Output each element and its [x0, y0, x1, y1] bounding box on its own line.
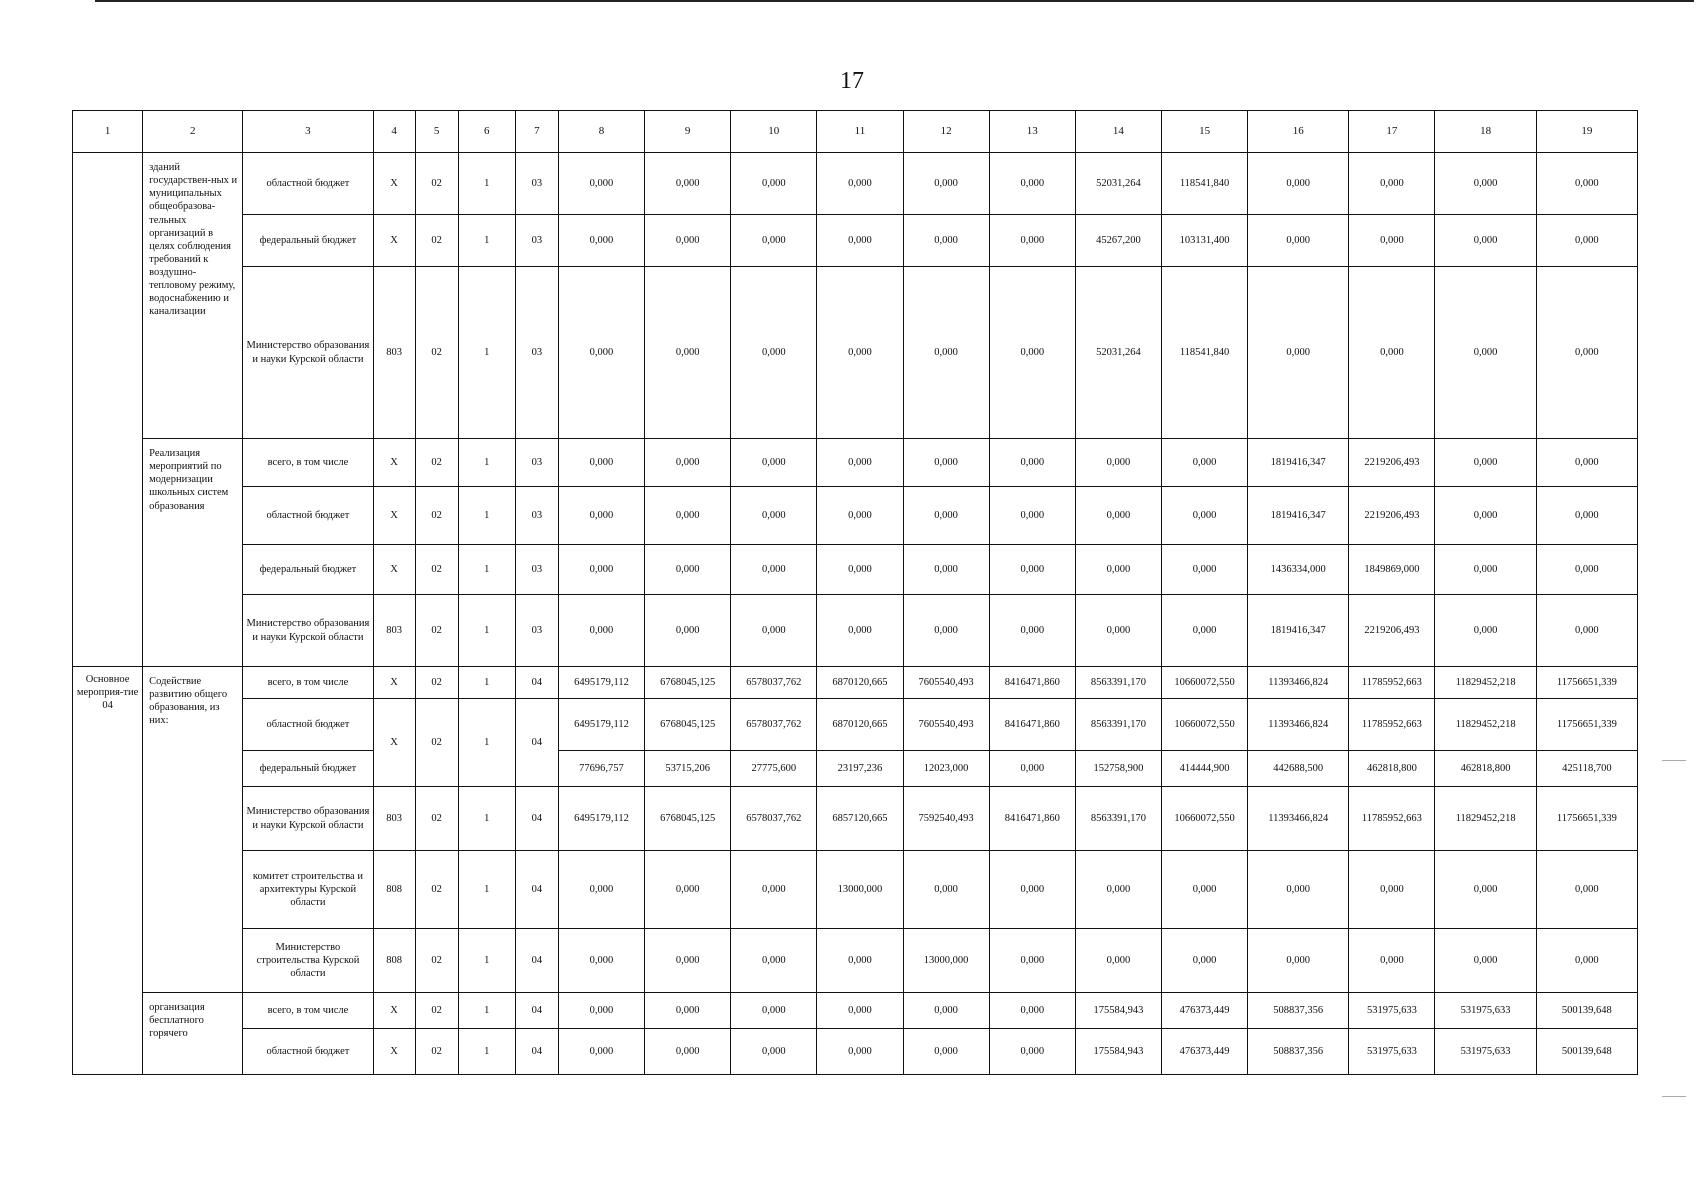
value-cell: 0,000	[1349, 929, 1435, 993]
value-cell: 11785952,663	[1349, 787, 1435, 851]
value-cell: 0,000	[1536, 439, 1637, 487]
value-cell: 0,000	[1435, 439, 1536, 487]
funding-source: федеральный бюджет	[243, 751, 373, 787]
funding-source: комитет строительства и архитектуры Курской области	[243, 851, 373, 929]
table-row	[73, 751, 1638, 787]
value-cell: 0,000	[731, 439, 817, 487]
column-number: 10	[731, 111, 817, 153]
value-cell: 0,000	[1161, 487, 1247, 545]
value-cell: 0,000	[989, 439, 1075, 487]
value-cell: 6578037,762	[731, 787, 817, 851]
value-cell: 52031,264	[1075, 153, 1161, 215]
value-cell: 0,000	[903, 215, 989, 267]
code-cell: 803	[373, 787, 415, 851]
table-row	[73, 439, 1638, 487]
code-cell: 02	[415, 787, 458, 851]
value-cell: 0,000	[817, 439, 903, 487]
value-cell: 0,000	[1075, 595, 1161, 667]
value-cell: 0,000	[645, 267, 731, 439]
code-cell: 803	[373, 595, 415, 667]
value-cell: 0,000	[645, 851, 731, 929]
value-cell: 11393466,824	[1248, 699, 1349, 751]
value-cell: 103131,400	[1161, 215, 1247, 267]
funding-source: Министерство образования и науки Курской области	[243, 595, 373, 667]
code-cell: 02	[415, 1029, 458, 1075]
value-cell: 0,000	[645, 545, 731, 595]
value-cell: 1436334,000	[1248, 545, 1349, 595]
value-cell: 0,000	[1075, 929, 1161, 993]
value-cell: 8416471,860	[989, 699, 1075, 751]
funding-source: федеральный бюджет	[243, 545, 373, 595]
code-cell: 803	[373, 267, 415, 439]
measure-description: организация бесплатного горячего	[143, 993, 243, 1075]
table-row	[73, 1029, 1638, 1075]
value-cell: 6495179,112	[558, 787, 644, 851]
value-cell: 0,000	[558, 215, 644, 267]
value-cell: 11785952,663	[1349, 699, 1435, 751]
code-cell: 03	[515, 487, 558, 545]
value-cell: 0,000	[731, 267, 817, 439]
value-cell: 0,000	[1536, 153, 1637, 215]
value-cell: 531975,633	[1349, 1029, 1435, 1075]
value-cell: 152758,900	[1075, 751, 1161, 787]
funding-source: Министерство образования и науки Курской области	[243, 787, 373, 851]
value-cell: 8563391,170	[1075, 699, 1161, 751]
value-cell: 0,000	[645, 215, 731, 267]
code-cell: 1	[458, 993, 515, 1029]
value-cell: 0,000	[817, 1029, 903, 1075]
value-cell: 0,000	[1435, 215, 1536, 267]
value-cell: 0,000	[1248, 929, 1349, 993]
code-cell: 1	[458, 699, 515, 787]
value-cell: 13000,000	[903, 929, 989, 993]
value-cell: 0,000	[817, 545, 903, 595]
code-cell: 03	[515, 595, 558, 667]
value-cell: 500139,648	[1536, 993, 1637, 1029]
value-cell: 462818,800	[1435, 751, 1536, 787]
table-row	[73, 487, 1638, 545]
column-number: 3	[243, 111, 373, 153]
value-cell: 0,000	[903, 851, 989, 929]
value-cell: 0,000	[1435, 851, 1536, 929]
code-cell: X	[373, 215, 415, 267]
value-cell: 11756651,339	[1536, 667, 1637, 699]
value-cell: 0,000	[1075, 439, 1161, 487]
code-cell: 04	[515, 929, 558, 993]
code-cell: 808	[373, 929, 415, 993]
value-cell: 118541,840	[1161, 267, 1247, 439]
funding-source: областной бюджет	[243, 153, 373, 215]
value-cell: 0,000	[1435, 153, 1536, 215]
value-cell: 0,000	[731, 595, 817, 667]
table-row	[73, 153, 1638, 215]
code-cell: 03	[515, 267, 558, 439]
code-cell: 1	[458, 439, 515, 487]
value-cell: 0,000	[1536, 929, 1637, 993]
scan-mark	[1662, 1096, 1686, 1097]
value-cell: 0,000	[817, 215, 903, 267]
value-cell: 0,000	[1248, 267, 1349, 439]
funding-source: всего, в том числе	[243, 439, 373, 487]
table-row	[73, 787, 1638, 851]
code-cell: 02	[415, 699, 458, 787]
value-cell: 11829452,218	[1435, 667, 1536, 699]
measure-description: Реализация мероприятий по модернизации школьных систем образования	[143, 439, 243, 667]
value-cell: 0,000	[1536, 487, 1637, 545]
value-cell: 0,000	[1161, 595, 1247, 667]
funding-source: всего, в том числе	[243, 993, 373, 1029]
value-cell: 0,000	[731, 929, 817, 993]
value-cell: 0,000	[1435, 545, 1536, 595]
code-cell: 04	[515, 787, 558, 851]
value-cell: 0,000	[817, 929, 903, 993]
value-cell: 0,000	[989, 595, 1075, 667]
value-cell: 0,000	[731, 851, 817, 929]
value-cell: 0,000	[903, 1029, 989, 1075]
value-cell: 6578037,762	[731, 699, 817, 751]
column-number: 18	[1435, 111, 1536, 153]
value-cell: 6870120,665	[817, 699, 903, 751]
value-cell: 2219206,493	[1349, 439, 1435, 487]
value-cell: 1819416,347	[1248, 595, 1349, 667]
value-cell: 0,000	[558, 929, 644, 993]
table-row	[73, 215, 1638, 267]
code-cell: X	[373, 487, 415, 545]
funding-source: областной бюджет	[243, 1029, 373, 1075]
value-cell: 0,000	[645, 993, 731, 1029]
funding-source: федеральный бюджет	[243, 215, 373, 267]
code-cell: 1	[458, 153, 515, 215]
code-cell: 02	[415, 487, 458, 545]
funding-source: областной бюджет	[243, 487, 373, 545]
activity-cell	[73, 153, 143, 667]
code-cell: 02	[415, 929, 458, 993]
value-cell: 0,000	[1435, 595, 1536, 667]
code-cell: 02	[415, 851, 458, 929]
code-cell: 02	[415, 215, 458, 267]
value-cell: 0,000	[903, 993, 989, 1029]
value-cell: 10660072,550	[1161, 787, 1247, 851]
code-cell: 02	[415, 439, 458, 487]
value-cell: 508837,356	[1248, 993, 1349, 1029]
value-cell: 0,000	[989, 751, 1075, 787]
value-cell: 77696,757	[558, 751, 644, 787]
value-cell: 6495179,112	[558, 667, 644, 699]
value-cell: 0,000	[989, 267, 1075, 439]
code-cell: X	[373, 699, 415, 787]
value-cell: 8563391,170	[1075, 787, 1161, 851]
value-cell: 7592540,493	[903, 787, 989, 851]
value-cell: 0,000	[1536, 851, 1637, 929]
column-number: 6	[458, 111, 515, 153]
value-cell: 0,000	[1248, 215, 1349, 267]
value-cell: 6768045,125	[645, 787, 731, 851]
value-cell: 2219206,493	[1349, 487, 1435, 545]
value-cell: 0,000	[903, 545, 989, 595]
value-cell: 0,000	[1349, 153, 1435, 215]
code-cell: 808	[373, 851, 415, 929]
value-cell: 11829452,218	[1435, 699, 1536, 751]
value-cell: 0,000	[645, 595, 731, 667]
value-cell: 0,000	[989, 929, 1075, 993]
code-cell: 02	[415, 595, 458, 667]
value-cell: 0,000	[558, 993, 644, 1029]
value-cell: 476373,449	[1161, 993, 1247, 1029]
column-number: 15	[1161, 111, 1247, 153]
budget-table	[72, 110, 1638, 1075]
code-cell: 1	[458, 667, 515, 699]
value-cell: 0,000	[1536, 545, 1637, 595]
value-cell: 6495179,112	[558, 699, 644, 751]
value-cell: 0,000	[989, 215, 1075, 267]
value-cell: 0,000	[558, 851, 644, 929]
code-cell: 03	[515, 545, 558, 595]
value-cell: 462818,800	[1349, 751, 1435, 787]
value-cell: 0,000	[903, 595, 989, 667]
activity-cell: Основное мероприя-тие 04	[73, 667, 143, 1075]
code-cell: 1	[458, 545, 515, 595]
value-cell: 2219206,493	[1349, 595, 1435, 667]
column-number: 14	[1075, 111, 1161, 153]
value-cell: 11829452,218	[1435, 787, 1536, 851]
code-cell: 1	[458, 787, 515, 851]
value-cell: 0,000	[1075, 545, 1161, 595]
value-cell: 0,000	[989, 1029, 1075, 1075]
value-cell: 0,000	[903, 267, 989, 439]
page-number: 17	[840, 68, 864, 94]
value-cell: 531975,633	[1349, 993, 1435, 1029]
measure-description: Содействие развитию общего образования, из них:	[143, 667, 243, 993]
value-cell: 414444,900	[1161, 751, 1247, 787]
value-cell: 0,000	[558, 439, 644, 487]
value-cell: 0,000	[1536, 595, 1637, 667]
code-cell: 03	[515, 439, 558, 487]
value-cell: 175584,943	[1075, 993, 1161, 1029]
value-cell: 0,000	[1435, 267, 1536, 439]
value-cell: 0,000	[817, 993, 903, 1029]
column-number: 5	[415, 111, 458, 153]
column-number: 9	[645, 111, 731, 153]
column-number: 16	[1248, 111, 1349, 153]
value-cell: 118541,840	[1161, 153, 1247, 215]
value-cell: 11393466,824	[1248, 667, 1349, 699]
value-cell: 1819416,347	[1248, 487, 1349, 545]
table-row	[73, 595, 1638, 667]
value-cell: 10660072,550	[1161, 667, 1247, 699]
code-cell: 03	[515, 153, 558, 215]
value-cell: 0,000	[645, 1029, 731, 1075]
code-cell: 1	[458, 215, 515, 267]
table-row	[73, 699, 1638, 751]
value-cell: 0,000	[558, 1029, 644, 1075]
value-cell: 508837,356	[1248, 1029, 1349, 1075]
table-row	[73, 667, 1638, 699]
value-cell: 11785952,663	[1349, 667, 1435, 699]
code-cell: 04	[515, 699, 558, 787]
value-cell: 442688,500	[1248, 751, 1349, 787]
column-number: 19	[1536, 111, 1637, 153]
code-cell: 1	[458, 487, 515, 545]
value-cell: 0,000	[817, 267, 903, 439]
code-cell: X	[373, 993, 415, 1029]
value-cell: 425118,700	[1536, 751, 1637, 787]
code-cell: 1	[458, 1029, 515, 1075]
code-cell: 1	[458, 851, 515, 929]
code-cell: 04	[515, 1029, 558, 1075]
value-cell: 0,000	[731, 993, 817, 1029]
value-cell: 531975,633	[1435, 1029, 1536, 1075]
value-cell: 0,000	[645, 929, 731, 993]
column-number: 8	[558, 111, 644, 153]
value-cell: 0,000	[1435, 487, 1536, 545]
value-cell: 10660072,550	[1161, 699, 1247, 751]
code-cell: 02	[415, 153, 458, 215]
value-cell: 11393466,824	[1248, 787, 1349, 851]
value-cell: 0,000	[645, 153, 731, 215]
column-number: 11	[817, 111, 903, 153]
code-cell: 02	[415, 545, 458, 595]
value-cell: 0,000	[1161, 439, 1247, 487]
funding-source: Министерство образования и науки Курской области	[243, 267, 373, 439]
value-cell: 0,000	[1075, 487, 1161, 545]
code-cell: 1	[458, 595, 515, 667]
value-cell: 0,000	[989, 993, 1075, 1029]
value-cell: 52031,264	[1075, 267, 1161, 439]
value-cell: 0,000	[989, 545, 1075, 595]
value-cell: 0,000	[1161, 545, 1247, 595]
code-cell: X	[373, 545, 415, 595]
value-cell: 0,000	[903, 439, 989, 487]
value-cell: 175584,943	[1075, 1029, 1161, 1075]
value-cell: 11756651,339	[1536, 787, 1637, 851]
value-cell: 0,000	[558, 595, 644, 667]
value-cell: 6857120,665	[817, 787, 903, 851]
value-cell: 0,000	[1161, 929, 1247, 993]
header-row	[73, 111, 1638, 153]
value-cell: 8563391,170	[1075, 667, 1161, 699]
scan-mark	[1662, 760, 1686, 761]
value-cell: 0,000	[1349, 267, 1435, 439]
top-border-line	[95, 0, 1694, 2]
value-cell: 0,000	[731, 1029, 817, 1075]
value-cell: 45267,200	[1075, 215, 1161, 267]
value-cell: 0,000	[903, 487, 989, 545]
value-cell: 0,000	[989, 153, 1075, 215]
value-cell: 12023,000	[903, 751, 989, 787]
value-cell: 500139,648	[1536, 1029, 1637, 1075]
value-cell: 1819416,347	[1248, 439, 1349, 487]
code-cell: 02	[415, 993, 458, 1029]
code-cell: X	[373, 439, 415, 487]
value-cell: 23197,236	[817, 751, 903, 787]
value-cell: 6870120,665	[817, 667, 903, 699]
code-cell: 02	[415, 667, 458, 699]
code-cell: 04	[515, 667, 558, 699]
value-cell: 0,000	[1349, 851, 1435, 929]
value-cell: 0,000	[1161, 851, 1247, 929]
value-cell: 0,000	[645, 439, 731, 487]
value-cell: 6768045,125	[645, 667, 731, 699]
value-cell: 7605540,493	[903, 667, 989, 699]
value-cell: 8416471,860	[989, 787, 1075, 851]
code-cell: 02	[415, 267, 458, 439]
value-cell: 0,000	[558, 153, 644, 215]
value-cell: 0,000	[558, 267, 644, 439]
value-cell: 0,000	[1435, 929, 1536, 993]
value-cell: 0,000	[817, 595, 903, 667]
code-cell: 03	[515, 215, 558, 267]
code-cell: 1	[458, 929, 515, 993]
value-cell: 0,000	[1075, 851, 1161, 929]
value-cell: 0,000	[1248, 153, 1349, 215]
measure-description: зданий государствен-ных и муниципальных общеобразова-тельных организаций в целях соблюдения требований к воздушно-тепловому режиму, водоснабжению и канализации	[143, 153, 243, 439]
code-cell: X	[373, 667, 415, 699]
column-number: 7	[515, 111, 558, 153]
value-cell: 0,000	[817, 153, 903, 215]
value-cell: 53715,206	[645, 751, 731, 787]
table-row	[73, 929, 1638, 993]
table-row	[73, 545, 1638, 595]
value-cell: 13000,000	[817, 851, 903, 929]
funding-source: областной бюджет	[243, 699, 373, 751]
value-cell: 11756651,339	[1536, 699, 1637, 751]
value-cell: 1849869,000	[1349, 545, 1435, 595]
table-row	[73, 267, 1638, 439]
value-cell: 0,000	[731, 215, 817, 267]
value-cell: 0,000	[903, 153, 989, 215]
code-cell: 04	[515, 851, 558, 929]
value-cell: 0,000	[1536, 267, 1637, 439]
value-cell: 0,000	[645, 487, 731, 545]
value-cell: 0,000	[989, 487, 1075, 545]
column-number: 1	[73, 111, 143, 153]
column-number: 2	[143, 111, 243, 153]
value-cell: 0,000	[731, 545, 817, 595]
column-number: 17	[1349, 111, 1435, 153]
code-cell: 1	[458, 267, 515, 439]
column-number: 4	[373, 111, 415, 153]
value-cell: 27775,600	[731, 751, 817, 787]
value-cell: 0,000	[989, 851, 1075, 929]
code-cell: 04	[515, 993, 558, 1029]
value-cell: 0,000	[1248, 851, 1349, 929]
value-cell: 0,000	[558, 545, 644, 595]
column-number: 13	[989, 111, 1075, 153]
code-cell: X	[373, 1029, 415, 1075]
value-cell: 0,000	[731, 153, 817, 215]
value-cell: 0,000	[817, 487, 903, 545]
code-cell: X	[373, 153, 415, 215]
value-cell: 6768045,125	[645, 699, 731, 751]
funding-source: Министерство строительства Курской области	[243, 929, 373, 993]
table-row	[73, 851, 1638, 929]
value-cell: 6578037,762	[731, 667, 817, 699]
table-row	[73, 993, 1638, 1029]
value-cell: 0,000	[558, 487, 644, 545]
column-number: 12	[903, 111, 989, 153]
value-cell: 0,000	[731, 487, 817, 545]
funding-source: всего, в том числе	[243, 667, 373, 699]
value-cell: 476373,449	[1161, 1029, 1247, 1075]
value-cell: 7605540,493	[903, 699, 989, 751]
value-cell: 0,000	[1536, 215, 1637, 267]
value-cell: 531975,633	[1435, 993, 1536, 1029]
value-cell: 8416471,860	[989, 667, 1075, 699]
value-cell: 0,000	[1349, 215, 1435, 267]
